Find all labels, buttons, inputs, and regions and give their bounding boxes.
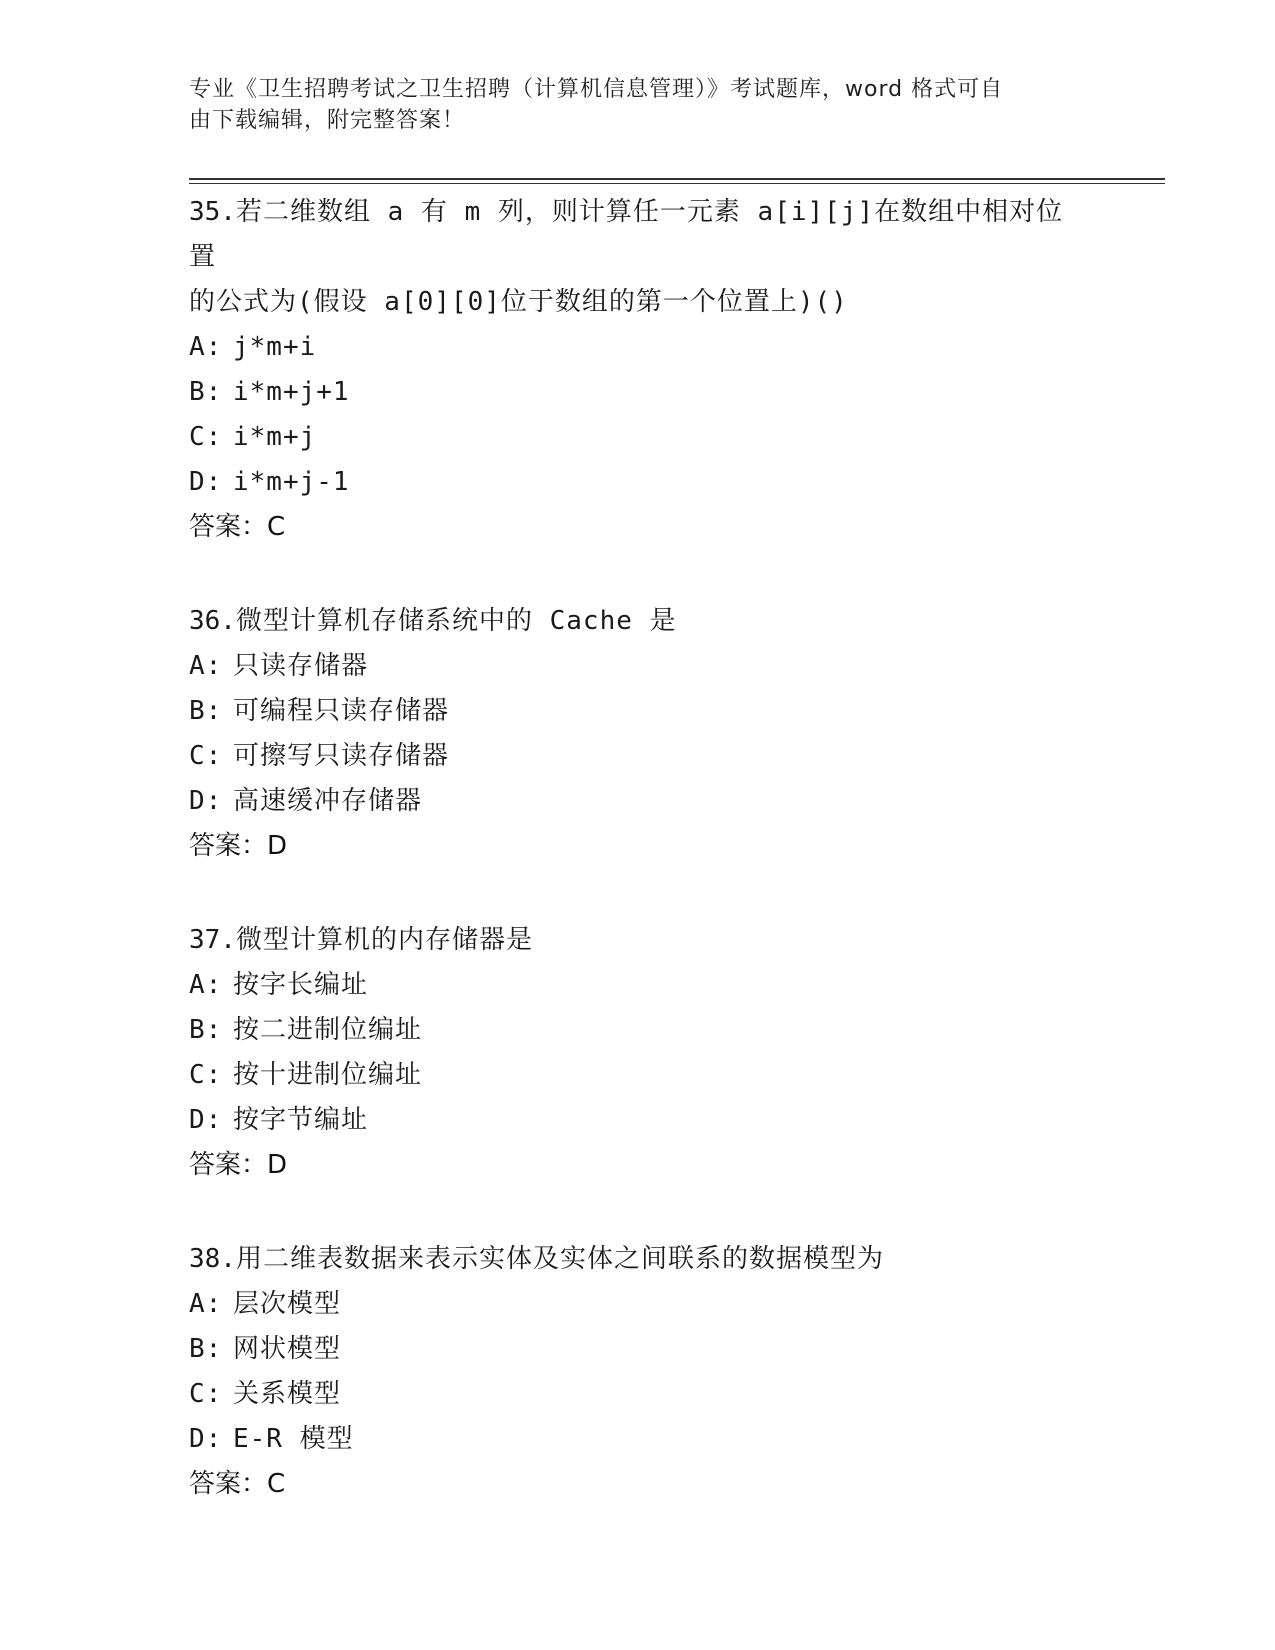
question-number: 37. [189, 925, 236, 955]
question-text-line-1: 若二维数组 a 有 m 列，则计算任一元素 a[i][j]在数组中相对位置 [189, 197, 1064, 272]
option-b [189, 1008, 1089, 1053]
option-label: D: [189, 786, 223, 816]
option-label: A: [189, 651, 223, 681]
option-a [189, 325, 1089, 370]
option-label: D: [189, 1105, 223, 1135]
answer: 答案：D [189, 831, 288, 861]
option-c [189, 1372, 1089, 1417]
option-text: 按字节编址 [233, 1105, 369, 1135]
option-d [189, 1417, 1089, 1462]
option-label: C: [189, 1060, 223, 1090]
question-number: 35. [189, 197, 236, 227]
option-a [189, 963, 1089, 1008]
option-label: D: [189, 467, 223, 497]
answer: 答案：C [189, 512, 286, 542]
option-d [189, 460, 1089, 505]
option-text: 网状模型 [233, 1334, 342, 1364]
option-text: 关系模型 [233, 1379, 342, 1409]
question-text [189, 599, 1089, 644]
question-35 [189, 190, 1089, 550]
option-a [189, 644, 1089, 689]
answer: 答案：D [189, 1150, 288, 1180]
option-b [189, 1327, 1089, 1372]
option-label: A: [189, 332, 223, 362]
question-text [189, 1237, 1089, 1282]
option-b [189, 689, 1089, 734]
option-text: 层次模型 [233, 1289, 342, 1319]
question-37 [189, 918, 1089, 1188]
option-text: 可编程只读存储器 [233, 696, 450, 726]
header-line-1: 专业《卫生招聘考试之卫生招聘（计算机信息管理）》考试题库，word 格式可自 [189, 77, 1004, 102]
answer: 答案：C [189, 1469, 286, 1499]
option-text: 按二进制位编址 [233, 1015, 423, 1045]
question-number: 36. [189, 606, 236, 636]
option-c [189, 1053, 1089, 1098]
option-text: E-R 模型 [233, 1424, 354, 1454]
option-text: i*m+j-1 [233, 467, 350, 497]
option-label: C: [189, 1379, 223, 1409]
question-38 [189, 1237, 1089, 1507]
document-header [189, 74, 1089, 136]
header-line-2: 由下载编辑，附完整答案！ [189, 108, 466, 133]
header-divider-thick [189, 178, 1165, 180]
question-36 [189, 599, 1089, 869]
option-label: C: [189, 741, 223, 771]
option-text: j*m+i [233, 332, 317, 362]
option-text: i*m+j+1 [233, 377, 350, 407]
option-d [189, 1098, 1089, 1143]
option-c [189, 734, 1089, 779]
option-label: C: [189, 422, 223, 452]
question-text [189, 190, 1089, 280]
option-label: B: [189, 1015, 223, 1045]
option-text: 可擦写只读存储器 [233, 741, 450, 771]
option-text: i*m+j [233, 422, 317, 452]
header-divider-thin [189, 183, 1165, 184]
option-label: D: [189, 1424, 223, 1454]
question-text-line-1: 微型计算机存储系统中的 Cache 是 [235, 606, 677, 636]
option-c [189, 415, 1089, 460]
option-text: 按十进制位编址 [233, 1060, 423, 1090]
option-d [189, 779, 1089, 824]
option-label: B: [189, 1334, 223, 1364]
question-list [189, 190, 1089, 1556]
question-text-line-1: 微型计算机的内存储器是 [235, 925, 533, 955]
option-text: 只读存储器 [233, 651, 369, 681]
option-label: B: [189, 377, 223, 407]
question-text [189, 918, 1089, 963]
option-text: 按字长编址 [233, 970, 369, 1000]
option-label: A: [189, 1289, 223, 1319]
option-a [189, 1282, 1089, 1327]
option-text: 高速缓冲存储器 [233, 786, 423, 816]
question-text-line-1: 用二维表数据来表示实体及实体之间联系的数据模型为 [235, 1244, 884, 1274]
question-number: 38. [189, 1244, 236, 1274]
option-label: A: [189, 970, 223, 1000]
option-b [189, 370, 1089, 415]
question-text-line-2: 的公式为(假设 a[0][0]位于数组的第一个位置上)() [189, 287, 848, 317]
option-label: B: [189, 696, 223, 726]
